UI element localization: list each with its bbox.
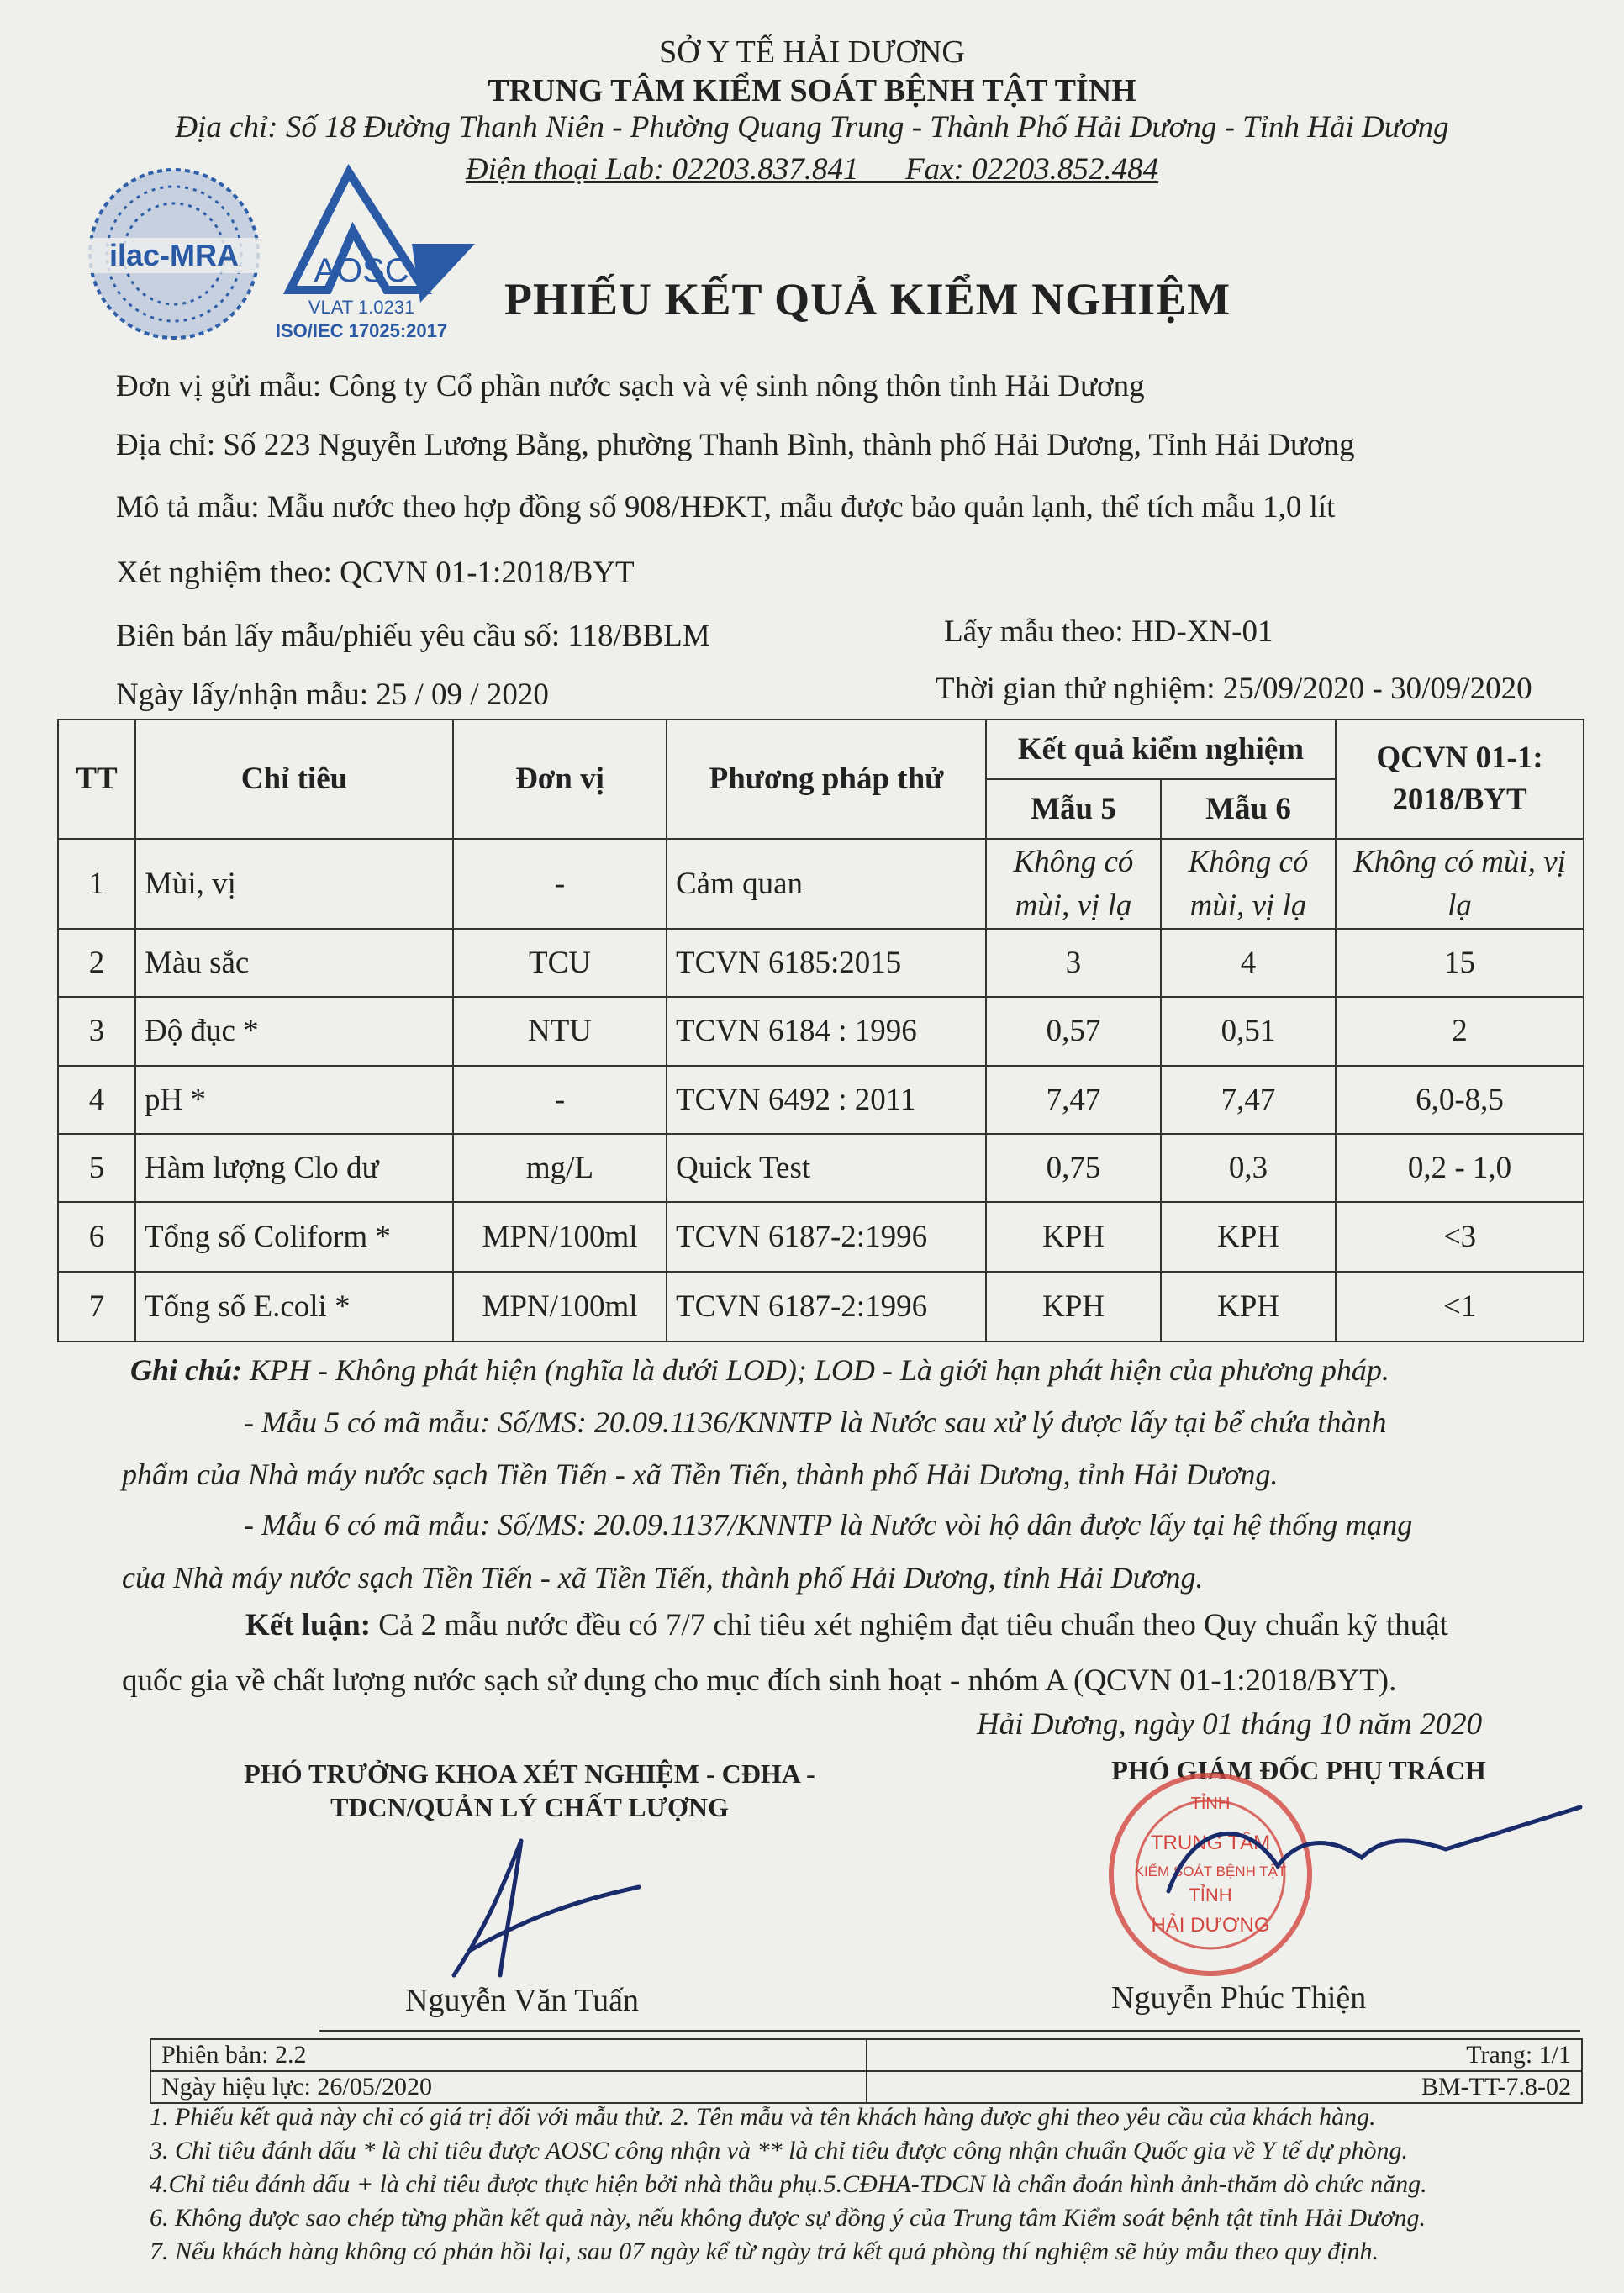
stamp-text-3: KIỂM SOÁT BỆNH TẬT [1134,1863,1287,1879]
footer-note-2: 3. Chỉ tiêu đánh dấu * là chỉ tiêu được AOSC công nhận và ** là chỉ tiêu được công nhận chuẩn Quốc gia về Y tế dự phòng. [150,2137,1409,2164]
footer-note-1: 1. Phiếu kết quả này chỉ có giá trị đối với mẫu thử. 2. Tên mẫu và tên khách hàng được ghi theo yêu cầu của khách hàng. [150,2103,1376,2131]
test-standard-line: Xét nghiệm theo: QCVN 01-1:2018/BYT [116,556,635,590]
table-row: 6 Tổng số Coliform * MPN/100ml TCVN 6187-2:1996 KPH KPH <3 [58,1202,1584,1272]
table-row: 2 Màu sắc TCU TCVN 6185:2015 3 4 15 [58,929,1584,997]
table-row: 1 Mùi, vị - Cảm quan Không có mùi, vị lạ Không có mùi, vị lạ Không có mùi, vị lạ [58,839,1584,929]
conclusion-line2: quốc gia về chất lượng nước sạch sử dụng cho mục đích sinh hoạt - nhóm A (QCVN 01-1:2018/BYT). [122,1663,1397,1698]
sample-description-line: Mô tả mẫu: Mẫu nước theo hợp đồng số 908/HĐKT, mẫu được bảo quản lạnh, thể tích mẫu 1,0 lít [116,490,1336,524]
date-place: Hải Dương, ngày 01 tháng 10 năm 2020 [977,1707,1483,1742]
left-signer-title-1: PHÓ TRƯỞNG KHOA XÉT NGHIỆM - CĐHA - [244,1758,815,1789]
effective-date: Ngày hiệu lực: 26/05/2020 [150,2071,867,2103]
sampling-method-line: Lấy mẫu theo: HD-XN-01 [944,614,1273,649]
note-sample6-line1: - Mẫu 6 có mã mẫu: Số/MS: 20.09.1137/KNNTP là Nước vòi hộ dân được lấy tại hệ thống mạng [244,1508,1413,1542]
aosc-iso: ISO/IEC 17025:2017 [275,320,448,341]
ilac-logo-text: ilac-MRA [108,238,240,272]
right-signer-name: Nguyễn Phúc Thiện [1111,1980,1367,2016]
table-row: 4 pH * - TCVN 6492 : 2011 7,47 7,47 6,0-8,5 [58,1066,1584,1134]
sample-date-line: Ngày lấy/nhận mẫu: 25 / 09 / 2020 [116,677,549,712]
form-code: BM-TT-7.8-02 [867,2071,1583,2103]
ministry-name: SỞ Y TẾ HẢI DƯƠNG [659,34,965,70]
footer-note-5: 7. Nếu khách hàng không có phản hồi lại, sau 07 ngày kể từ ngày trả kết quả phòng thí nghiệm sẽ hủy mẫu theo quy định. [150,2238,1379,2265]
header-qcvn: QCVN 01-1: 2018/BYT [1336,720,1584,839]
table-row: 3 Độ đục * NTU TCVN 6184 : 1996 0,57 0,51 2 [58,997,1584,1065]
note-sample5-line1: - Mẫu 5 có mã mẫu: Số/MS: 20.09.1136/KNNTP là Nước sau xử lý được lấy tại bể chứa thành [244,1405,1387,1439]
version-label: Phiên bản: 2.2 [150,2039,867,2071]
official-stamp [1084,1765,1606,1992]
sender-line: Đơn vị gửi mẫu: Công ty Cổ phần nước sạch và vệ sinh nông thôn tỉnh Hải Dương [116,369,1145,403]
aosc-logo [269,164,483,349]
note-kph-line [130,1343,1389,1397]
document-title: PHIẾU KẾT QUẢ KIỂM NGHIỆM [504,274,1231,324]
header-sample5: Mẫu 5 [986,779,1161,839]
center-phone: Điện thoại Lab: 02203.837.841 Fax: 02203.852.484 [465,152,1159,187]
header-method: Phương pháp thử [667,720,986,839]
right-signer-title: PHÓ GIÁM ĐỐC PHỤ TRÁCH [1111,1755,1486,1785]
stamp-text-4: TỈNH [1189,1884,1232,1906]
aosc-logo-text: AOSC [314,252,409,289]
left-signature [420,1824,672,1992]
signature-divider [319,2030,1580,2032]
note-sample5-line2: phẩm của Nhà máy nước sạch Tiền Tiến - xã Tiền Tiến, thành phố Hải Dương, tỉnh Hải Dương. [122,1458,1279,1491]
center-name: TRUNG TÂM KIỂM SOÁT BỆNH TẬT TỈNH [488,73,1136,108]
footer-note-4: 6. Không được sao chép từng phần kết quả này, nếu không được sự đồng ý của Trung tâm Kiểm soát bệnh tật tỉnh Hải Dương. [150,2204,1426,2232]
header-unit: Đơn vị [453,720,667,839]
table-row: 5 Hàm lượng Clo dư mg/L Quick Test 0,75 0,3 0,2 - 1,0 [58,1134,1584,1202]
header-sample6: Mẫu 6 [1161,779,1336,839]
sender-address-line: Địa chỉ: Số 223 Nguyễn Lương Bằng, phường Thanh Bình, thành phố Hải Dương, Tỉnh Hải Dương [116,428,1355,462]
header-tt: TT [58,720,135,839]
note-label: Ghi chú: [130,1353,243,1387]
page-number: Trang: 1/1 [867,2039,1583,2071]
header-indicator: Chỉ tiêu [135,720,453,839]
stamp-text-5: HẢI DƯƠNG [1151,1914,1270,1937]
header-result: Kết quả kiểm nghiệm [986,720,1336,779]
ilac-mra-logo [84,164,265,345]
version-table [150,2038,1583,2104]
aosc-code: VLAT 1.0231 [308,297,415,318]
note-kph-text: KPH - Không phát hiện (nghĩa là dưới LOD); LOD - Là giới hạn phát hiện của phương pháp. [250,1353,1389,1387]
conclusion-text: Cả 2 mẫu nước đều có 7/7 chỉ tiêu xét nghiệm đạt tiêu chuẩn theo Quy chuẩn kỹ thuật [378,1608,1448,1642]
footer-note-3: 4.Chỉ tiêu đánh dấu + là chỉ tiêu được thực hiện bởi nhà thầu phụ.5.CĐHA-TDCN là chẩn đoán hình ảnh-thăm dò chức năng. [150,2170,1427,2198]
left-signer-title-2: TDCN/QUẢN LÝ CHẤT LƯỢNG [330,1792,729,1822]
stamp-text-2: TRUNG TÂM [1150,1832,1271,1854]
center-address: Địa chỉ: Số 18 Đường Thanh Niên - Phường Quang Trung - Thành Phố Hải Dương - Tỉnh Hải Dương [175,110,1449,145]
note-sample6-line2: của Nhà máy nước sạch Tiền Tiến - xã Tiền Tiến, thành phố Hải Dương, tỉnh Hải Dương. [122,1561,1204,1595]
conclusion-label: Kết luận: [245,1608,372,1642]
stamp-text-1: TỈNH [1190,1795,1231,1813]
sampling-record-line: Biên bản lấy mẫu/phiếu yêu cầu số: 118/BBLM [116,619,710,653]
left-signer-name: Nguyễn Văn Tuấn [405,1983,639,2018]
conclusion-line1 [245,1607,1448,1643]
test-time-line: Thời gian thử nghiệm: 25/09/2020 - 30/09/2020 [936,672,1532,706]
results-table [57,719,1584,1342]
table-row: 7 Tổng số E.coli * MPN/100ml TCVN 6187-2:1996 KPH KPH <1 [58,1272,1584,1342]
